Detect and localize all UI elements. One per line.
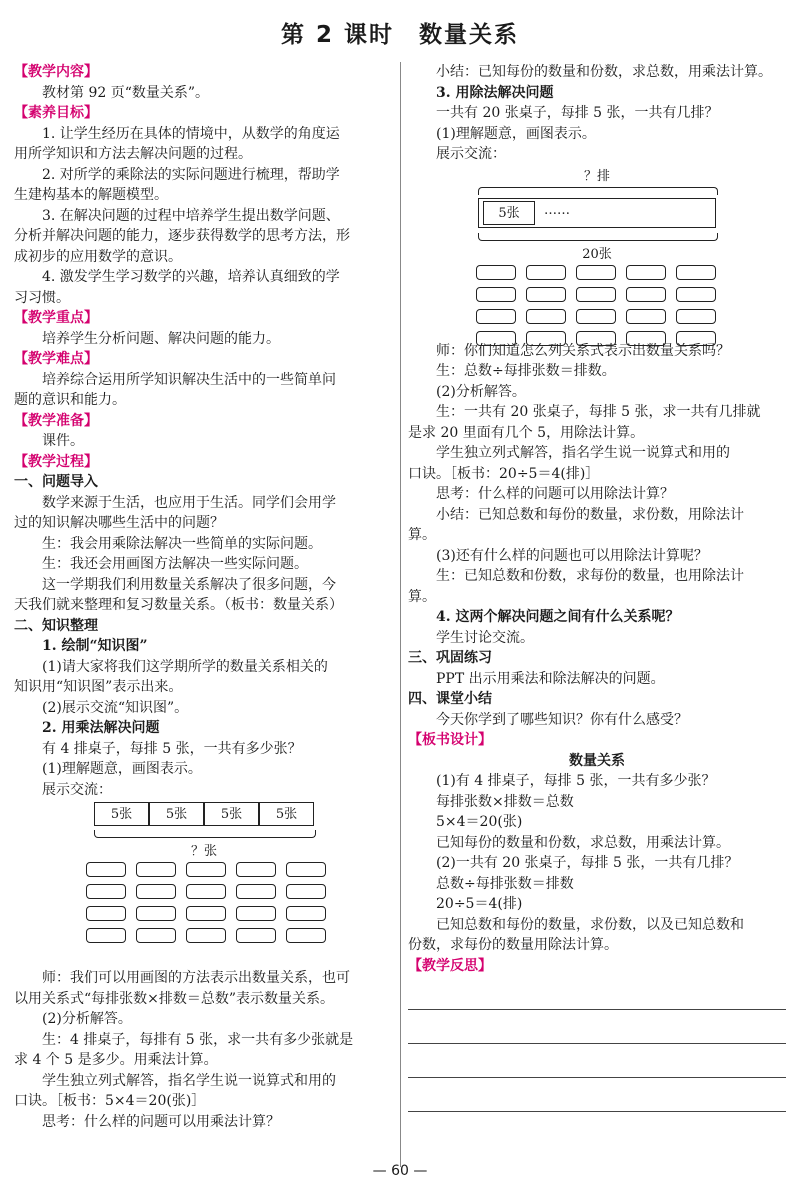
segment: 5张	[94, 802, 149, 826]
paragraph: 用所学知识和方法去解决问题的过程。	[14, 146, 252, 162]
page-title: 第 2 课时 数量关系	[280, 22, 520, 48]
paragraph: 今天你学到了哪些知识？你有什么感受？	[436, 711, 688, 728]
desk	[526, 265, 566, 280]
desk	[136, 884, 176, 899]
board-line: 份数，求每份的数量用除法计算。	[408, 937, 618, 953]
desk	[676, 287, 716, 302]
board-line: (2)一共有 20 张桌子，每排 5 张，一共有几排？	[436, 855, 739, 871]
board-line: 每排张数×排数＝总数	[436, 793, 574, 810]
paragraph: 生：4 排桌子，每排有 5 张，求一共有多少张就是	[42, 1031, 354, 1048]
rows-label: ？排	[583, 168, 610, 184]
desk	[286, 906, 326, 921]
paragraph: 天我们就来整理和复习数量关系。（板书：数量关系）	[14, 597, 343, 613]
paragraph: 过的知识解决哪些生活中的问题？	[14, 515, 224, 531]
desk	[286, 884, 326, 899]
paragraph: 生：已知总数和份数，求每份的数量，也用除法计	[436, 568, 744, 584]
ellipsis: ……	[544, 202, 570, 218]
paragraph: 1. 绘制“知识图”	[42, 638, 148, 654]
brace	[94, 830, 316, 838]
desk	[476, 287, 516, 302]
segment: 5张	[204, 802, 259, 826]
paragraph: 口诀。［板书：20÷5＝4(排)］	[408, 465, 600, 482]
paragraph: 数学来源于生活，也应用于生活。同学们会用学	[42, 494, 336, 511]
desk	[626, 265, 666, 280]
paragraph: 3. 用除法解决问题	[436, 84, 554, 101]
desk	[476, 309, 516, 324]
subsection-heading: 四、课堂小结	[408, 691, 492, 707]
desk	[236, 928, 276, 943]
paragraph: (2)展示交流“知识图”。	[42, 699, 189, 716]
paragraph: 一共有 20 张桌子，每排 5 张，一共有几排？	[436, 105, 719, 121]
section-heading-reflection: 【教学反思】	[408, 957, 492, 974]
section-heading-difficulty: 【教学难点】	[14, 351, 98, 367]
paragraph: 4. 这两个解决问题之间有什么关系呢？	[436, 609, 680, 625]
reflection-lines	[408, 1009, 786, 1112]
desk	[626, 287, 666, 302]
paragraph: 2. 对所学的乘除法的实际问题进行梳理，帮助学	[42, 166, 340, 183]
desk	[186, 928, 226, 943]
right-column	[408, 62, 786, 1112]
desk	[86, 928, 126, 943]
section-heading-goals: 【素养目标】	[14, 105, 98, 121]
desk	[576, 287, 616, 302]
desk	[576, 265, 616, 280]
desk	[676, 331, 716, 346]
division-diagram	[408, 165, 786, 341]
paragraph: 求 4 个 5 是多少。用乘法计算。	[14, 1052, 218, 1068]
paragraph: PPT 出示用乘法和除法解决的问题。	[436, 670, 665, 687]
desk	[86, 884, 126, 899]
paragraph: 知识用“知识图”表示出来。	[14, 679, 183, 695]
paragraph: 师：你们知道怎么列关系式表示出数量关系吗？	[436, 342, 730, 359]
paragraph: 展示交流：	[42, 781, 112, 798]
desk	[526, 309, 566, 324]
desk	[476, 331, 516, 346]
paragraph: 2. 用乘法解决问题	[42, 720, 160, 736]
page-number: — 60 —	[372, 1163, 428, 1179]
desk	[526, 287, 566, 302]
paragraph: 习习惯。	[14, 289, 70, 306]
desk	[286, 928, 326, 943]
segment-strip	[94, 802, 314, 826]
desk	[576, 309, 616, 324]
desk	[676, 309, 716, 324]
paragraph: 展示交流：	[436, 146, 506, 162]
writing-line	[408, 1043, 786, 1044]
paragraph: (2)分析解答。	[42, 1011, 132, 1027]
total-label: ？张	[190, 844, 217, 859]
paragraph: 生：总数÷每排张数＝排数。	[436, 363, 616, 379]
paragraph: 是求 20 里面有几个 5，用除法计算。	[408, 424, 645, 441]
paragraph: 学生独立列式解答，指名学生说一说算式和用的	[436, 445, 730, 461]
paragraph: 有 4 排桌子，每排 5 张，一共有多少张？	[42, 740, 302, 757]
section-heading-prep: 【教学准备】	[14, 412, 98, 429]
segment: 5张	[149, 802, 204, 826]
paragraph: 培养学生分析问题、解决问题的能力。	[42, 330, 280, 347]
desk	[186, 884, 226, 899]
desk	[136, 906, 176, 921]
brace	[478, 233, 718, 241]
board-line: 5×4＝20(张)	[436, 814, 523, 830]
desk	[676, 265, 716, 280]
desk	[286, 862, 326, 877]
board-line: (1)有 4 排桌子，每排 5 张，一共有多少张？	[436, 773, 716, 789]
desk-grid	[476, 265, 716, 346]
paragraph: 这一学期我们利用数量关系解决了很多问题，今	[42, 576, 336, 593]
paragraph: 生：一共有 20 张桌子，每排 5 张，求一共有几排就	[436, 404, 761, 420]
desk	[236, 884, 276, 899]
desk	[136, 862, 176, 877]
desk	[576, 331, 616, 346]
paragraph: 以用关系式“每排张数×排数＝总数”表示数量关系。	[14, 990, 335, 1007]
board-line: 已知每份的数量和份数，求总数，用乘法计算。	[436, 834, 730, 851]
paragraph: (1)请大家将我们这学期所学的数量关系相关的	[42, 658, 328, 675]
subsection-heading: 一、问题导入	[14, 474, 98, 490]
writing-line	[408, 1111, 786, 1112]
writing-line	[408, 1009, 786, 1010]
paragraph: 成初步的应用数学的意识。	[14, 248, 182, 265]
board-line: 已知总数和每份的数量，求份数，以及已知总数和	[436, 916, 744, 933]
writing-line	[408, 1077, 786, 1078]
paragraph: (3)还有什么样的问题也可以用除法计算呢？	[436, 547, 708, 564]
paragraph: (1)理解题意，画图表示。	[436, 125, 596, 142]
section-heading-content: 【教学内容】	[14, 64, 98, 80]
paragraph: 学生讨论交流。	[436, 629, 534, 646]
section-heading-board: 【板书设计】	[408, 732, 492, 748]
desk	[236, 906, 276, 921]
paragraph: 思考：什么样的问题可以用乘法计算？	[42, 1113, 280, 1130]
paragraph: 生建构基本的解题模型。	[14, 187, 168, 203]
multiplication-diagram	[14, 800, 392, 968]
board-title: 数量关系	[569, 752, 625, 769]
segment: 5张	[483, 201, 535, 225]
segment: 5张	[259, 802, 314, 826]
paragraph: 3. 在解决问题的过程中培养学生提出数学问题、	[42, 207, 340, 224]
paragraph: 算。	[408, 588, 436, 605]
paragraph: 4. 激发学生学习数学的兴趣，培养认真细致的学	[42, 269, 340, 285]
desk	[86, 906, 126, 921]
desk	[626, 331, 666, 346]
desk	[526, 331, 566, 346]
paragraph: 学生独立列式解答，指名学生说一说算式和用的	[42, 1072, 336, 1089]
paragraph: 生：我还会用画图方法解决一些实际问题。	[42, 556, 308, 572]
paragraph: 口诀。［板书：5×4＝20(张)］	[14, 1093, 206, 1109]
paragraph: 小结：已知每份的数量和份数，求总数，用乘法计算。	[436, 64, 772, 80]
paragraph: (2)分析解答。	[436, 383, 526, 400]
paragraph: 小结：已知总数和每份的数量，求份数，用除法计	[436, 506, 744, 523]
subsection-heading: 三、巩固练习	[408, 650, 492, 666]
paragraph: 教材第 92 页“数量关系”。	[42, 84, 210, 101]
section-heading-key: 【教学重点】	[14, 310, 98, 326]
paragraph: 课件。	[42, 433, 84, 449]
desk	[186, 862, 226, 877]
paragraph: 培养综合运用所学知识解决生活中的一些简单问	[42, 371, 336, 388]
subsection-heading: 二、知识整理	[14, 617, 98, 634]
desk-grid	[86, 862, 326, 943]
column-divider	[400, 62, 401, 1167]
left-column	[14, 62, 392, 1132]
paragraph: (1)理解题意，画图表示。	[42, 761, 202, 777]
section-heading-process: 【教学过程】	[14, 453, 98, 470]
paragraph: 思考：什么样的问题可以用除法计算？	[436, 486, 674, 502]
paragraph: 师：我们可以用画图的方法表示出数量关系，也可	[42, 970, 350, 986]
paragraph: 分析并解决问题的能力，逐步获得数学的思考方法，形	[14, 228, 350, 244]
desk	[86, 862, 126, 877]
paragraph: 1. 让学生经历在具体的情境中，从数学的角度运	[42, 125, 340, 142]
total-label: 20张	[582, 246, 612, 262]
board-line: 总数÷每排张数＝排数	[436, 875, 574, 892]
desk	[476, 265, 516, 280]
paragraph: 生：我会用乘除法解决一些简单的实际问题。	[42, 535, 322, 552]
desk	[236, 862, 276, 877]
desk	[186, 906, 226, 921]
brace	[478, 187, 718, 195]
paragraph: 题的意识和能力。	[14, 392, 126, 408]
desk	[136, 928, 176, 943]
desk	[626, 309, 666, 324]
paragraph: 算。	[408, 527, 436, 543]
board-line: 20÷5＝4(排)	[436, 896, 523, 912]
